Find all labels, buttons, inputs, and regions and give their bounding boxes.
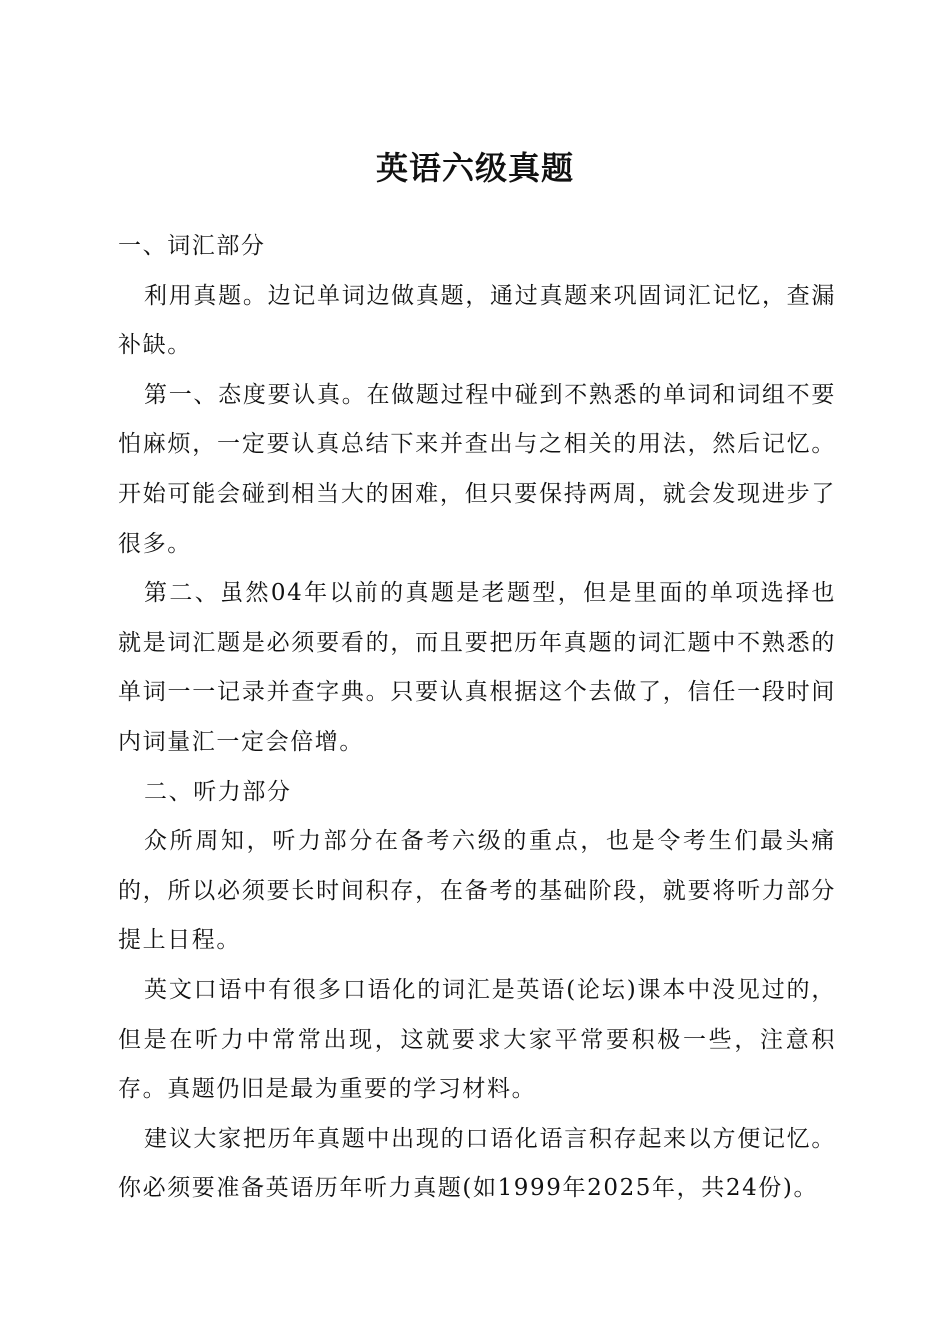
paragraph-vocab-intro: 利用真题。边记单词边做真题，通过真题来巩固词汇记忆，查漏补缺。 [118,282,836,359]
document-title: 英语六级真题 [375,149,574,187]
paragraph-listening-intro: 众所周知，听力部分在备考六级的重点，也是令考生们最头痛的，所以必须要长时间积存，在备考的基础阶段，就要将听力部分提上日程。 [118,828,836,954]
paragraph-listening-point-2: 建议大家把历年真题中出现的口语化语言积存起来以方便记忆。你必须要准备英语历年听力真题(如1999年2025年，共24份)。 [118,1125,836,1202]
section-heading-listening: 二、听力部分 [144,778,292,805]
paragraph-listening-point-1: 英文口语中有很多口语化的词汇是英语(论坛)课本中没见过的，但是在听力中常常出现，这就要求大家平常要积极一些，注意积存。真题仍旧是最为重要的学习材料。 [118,976,836,1103]
paragraph-vocab-point-1: 第一、态度要认真。在做题过程中碰到不熟悉的单词和词组不要怕麻烦，一定要认真总结下来并查出与之相关的用法，然后记忆。开始可能会碰到相当大的困难，但只要保持两周，就会发现进步了很多。 [118,381,836,557]
paragraph-vocab-point-2: 第二、虽然04年以前的真题是老题型，但是里面的单项选择也就是词汇题是必须要看的，而且要把历年真题的词汇题中不熟悉的单词一一记录并查字典。只要认真根据这个去做了，信任一段时间内词量汇一定会倍增。 [118,580,836,755]
section-heading-vocabulary: 一、词汇部分 [118,233,266,259]
document-body [118,222,836,1214]
